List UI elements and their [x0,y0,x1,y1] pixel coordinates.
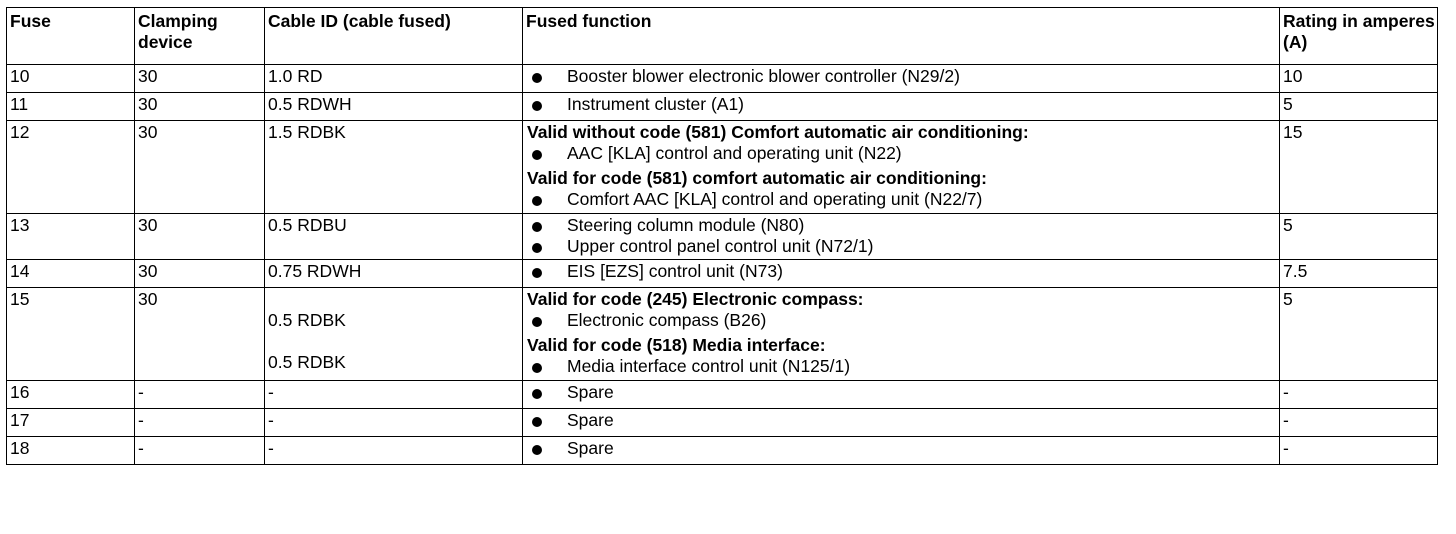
bullet-item: Comfort AAC [KLA] control and operating unit (N22/7) [527,189,1279,210]
table-row [7,260,1438,288]
bullet-item: Spare [527,410,1279,431]
table-row [7,288,1438,381]
condition-label: Valid for code (518) Media interface: [527,335,826,355]
function-cell [523,65,1280,93]
rating-cell: 5 [1280,214,1438,260]
cable-cell: 0.5 RDWH [265,93,523,121]
bullet-item: Media interface control unit (N125/1) [527,356,1279,377]
fuse-cell: 13 [7,214,135,260]
cable-cell [265,288,523,381]
table-row [7,437,1438,465]
function-cell [523,409,1280,437]
header-clamping-device: Clamping device [135,8,265,65]
rating-cell: 5 [1280,93,1438,121]
clamp-cell: - [135,409,265,437]
condition-label: Valid without code (581) Comfort automatic air conditioning: [527,122,1029,142]
bullet-item: Spare [527,382,1279,403]
clamp-cell: 30 [135,260,265,288]
table-row [7,121,1438,214]
function-cell [523,288,1280,381]
fuse-cell: 16 [7,381,135,409]
fuse-cell: 14 [7,260,135,288]
clamp-cell: - [135,437,265,465]
cable-id: 0.5 RDBK [268,352,346,372]
bullet-item: Booster blower electronic blower controller (N29/2) [527,66,1279,87]
cable-cell: - [265,381,523,409]
cable-cell: - [265,437,523,465]
cable-cell: 0.75 RDWH [265,260,523,288]
table-row [7,381,1438,409]
bullet-item: Instrument cluster (A1) [527,94,1279,115]
fuse-cell: 11 [7,93,135,121]
cable-cell: 1.0 RD [265,65,523,93]
function-cell [523,214,1280,260]
bullet-item: Spare [527,438,1279,459]
fuse-cell: 10 [7,65,135,93]
function-cell [523,437,1280,465]
fuse-cell: 12 [7,121,135,214]
cable-cell: 0.5 RDBU [265,214,523,260]
condition-label: Valid for code (581) comfort automatic air conditioning: [527,168,987,188]
rating-cell: - [1280,409,1438,437]
bullet-item: AAC [KLA] control and operating unit (N22) [527,143,1279,164]
condition-group [527,335,1279,377]
condition-group [527,122,1279,164]
condition-label: Valid for code (245) Electronic compass: [527,289,864,309]
rating-cell: 15 [1280,121,1438,214]
function-cell [523,121,1280,214]
condition-group [527,168,1279,210]
table-row [7,214,1438,260]
table-row [7,65,1438,93]
function-cell [523,381,1280,409]
bullet-item: EIS [EZS] control unit (N73) [527,261,1279,282]
clamp-cell: 30 [135,65,265,93]
bullet-item: Electronic compass (B26) [527,310,1279,331]
fuse-cell: 18 [7,437,135,465]
table-row [7,93,1438,121]
header-cable-id: Cable ID (cable fused) [265,8,523,65]
rating-cell: - [1280,437,1438,465]
function-cell [523,93,1280,121]
clamp-cell: 30 [135,214,265,260]
bullet-item: Upper control panel control unit (N72/1) [527,236,1279,257]
fuse-table [6,7,1438,465]
clamp-cell: - [135,381,265,409]
function-cell [523,260,1280,288]
cable-cell: - [265,409,523,437]
condition-group [527,289,1279,331]
clamp-cell: 30 [135,288,265,381]
fuse-cell: 15 [7,288,135,381]
header-row [7,8,1438,65]
bullet-item: Steering column module (N80) [527,215,1279,236]
cable-id: 0.5 RDBK [268,310,346,330]
fuse-cell: 17 [7,409,135,437]
header-rating: Rating in amperes (A) [1280,8,1438,65]
header-fused-function: Fused function [523,8,1280,65]
rating-cell: - [1280,381,1438,409]
rating-cell: 7.5 [1280,260,1438,288]
clamp-cell: 30 [135,121,265,214]
cable-cell: 1.5 RDBK [265,121,523,214]
header-fuse: Fuse [7,8,135,65]
table-row [7,409,1438,437]
rating-cell: 10 [1280,65,1438,93]
clamp-cell: 30 [135,93,265,121]
rating-cell: 5 [1280,288,1438,381]
